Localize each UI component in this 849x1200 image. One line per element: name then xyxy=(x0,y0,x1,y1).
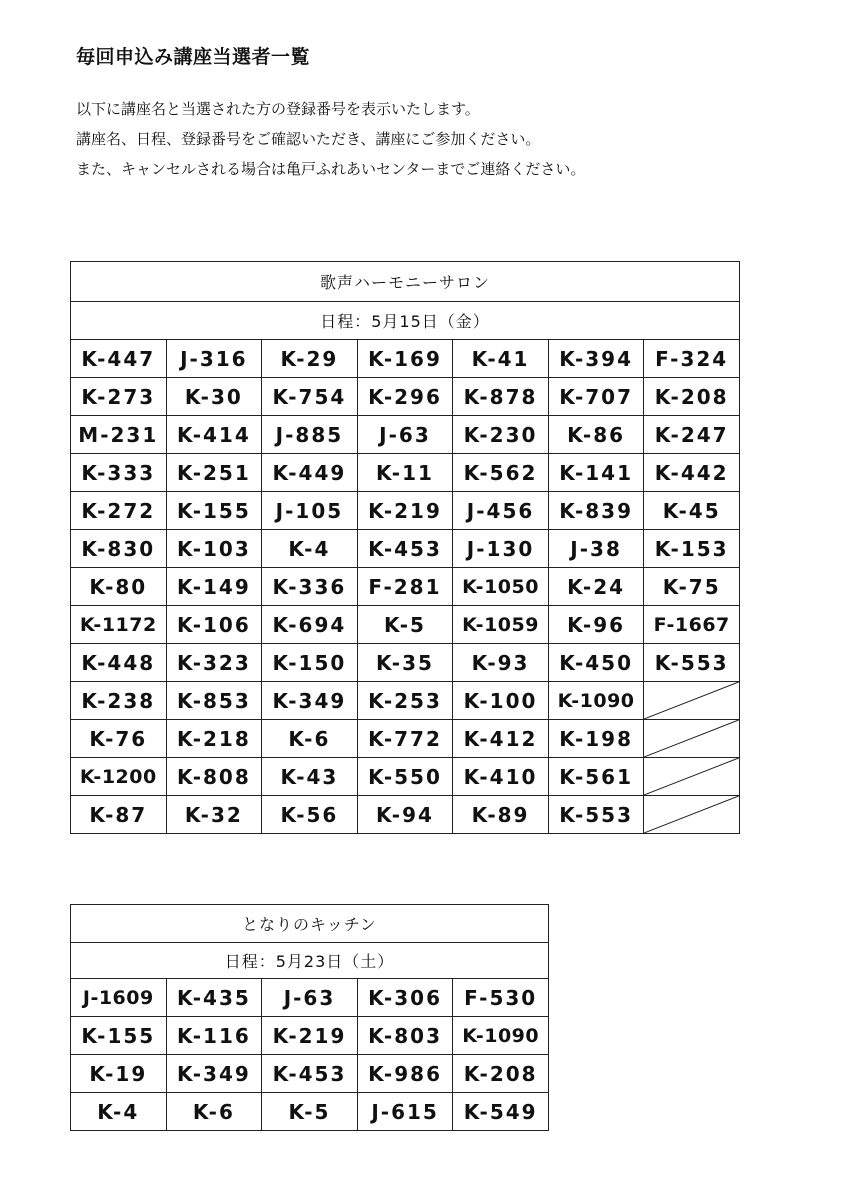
diagonal-slash xyxy=(644,720,739,757)
course-name: 歌声ハーモニーサロン xyxy=(71,262,740,302)
registration-number: K-6 xyxy=(166,1093,262,1131)
registration-number: J-63 xyxy=(357,416,453,454)
registration-number: K-878 xyxy=(453,378,549,416)
registration-number: K-87 xyxy=(71,796,167,834)
diagonal-slash xyxy=(644,758,739,795)
registration-number: K-106 xyxy=(166,606,262,644)
table-row xyxy=(71,796,740,834)
registration-number: J-105 xyxy=(262,492,358,530)
table-row xyxy=(71,378,740,416)
table-row xyxy=(71,1055,549,1093)
table-row xyxy=(71,682,740,720)
table-row xyxy=(71,979,549,1017)
intro-text xyxy=(76,94,585,184)
table-row xyxy=(71,1093,549,1131)
registration-number: K-238 xyxy=(71,682,167,720)
registration-number: K-1059 xyxy=(453,606,549,644)
registration-number: K-553 xyxy=(644,644,740,682)
registration-number: K-839 xyxy=(548,492,644,530)
intro-line: また、キャンセルされる場合は亀戸ふれあいセンターまでご連絡ください。 xyxy=(76,160,586,178)
empty-cell xyxy=(644,720,740,758)
registration-number: K-253 xyxy=(357,682,453,720)
registration-number: K-4 xyxy=(262,530,358,568)
registration-number: K-93 xyxy=(453,644,549,682)
page-title: 毎回申込み講座当選者一覧 xyxy=(76,46,311,68)
registration-number: K-11 xyxy=(357,454,453,492)
intro-line: 以下に講座名と当選された方の登録番号を表示いたします。 xyxy=(76,100,480,118)
registration-number: K-32 xyxy=(166,796,262,834)
table-row xyxy=(71,568,740,606)
registration-number: K-5 xyxy=(357,606,453,644)
registration-number: K-986 xyxy=(357,1055,453,1093)
registration-number: K-296 xyxy=(357,378,453,416)
registration-number: K-453 xyxy=(357,530,453,568)
registration-number: K-448 xyxy=(71,644,167,682)
registration-number: K-35 xyxy=(357,644,453,682)
table-row xyxy=(71,530,740,568)
registration-number: K-412 xyxy=(453,720,549,758)
registration-number: K-349 xyxy=(262,682,358,720)
registration-number: K-76 xyxy=(71,720,167,758)
registration-number: K-349 xyxy=(166,1055,262,1093)
registration-number: K-549 xyxy=(453,1093,549,1131)
intro-line: 講座名、日程、登録番号をご確認いただき、講座にご参加ください。 xyxy=(76,130,541,148)
registration-number: F-530 xyxy=(453,979,549,1017)
table-row xyxy=(71,454,740,492)
registration-number: K-1172 xyxy=(71,606,167,644)
registration-number: K-80 xyxy=(71,568,167,606)
registration-number: K-4 xyxy=(71,1093,167,1131)
registration-number: K-414 xyxy=(166,416,262,454)
table-row xyxy=(71,644,740,682)
registration-number: K-442 xyxy=(644,454,740,492)
registration-number: K-29 xyxy=(262,340,358,378)
registration-number: J-1609 xyxy=(71,979,167,1017)
registration-number: K-333 xyxy=(71,454,167,492)
registration-number: K-1090 xyxy=(548,682,644,720)
registration-number: M-231 xyxy=(71,416,167,454)
course-table-utagoe xyxy=(70,261,740,834)
registration-number: K-1090 xyxy=(453,1017,549,1055)
registration-number: J-456 xyxy=(453,492,549,530)
diagonal-slash xyxy=(644,682,739,719)
registration-number: J-130 xyxy=(453,530,549,568)
registration-number: K-153 xyxy=(644,530,740,568)
registration-number: F-1667 xyxy=(644,606,740,644)
registration-number: K-6 xyxy=(262,720,358,758)
registration-number: K-208 xyxy=(453,1055,549,1093)
registration-number: K-100 xyxy=(453,682,549,720)
registration-number: K-553 xyxy=(548,796,644,834)
registration-number: K-24 xyxy=(548,568,644,606)
registration-number: K-150 xyxy=(262,644,358,682)
table-row xyxy=(71,340,740,378)
table-row xyxy=(71,758,740,796)
registration-number: K-447 xyxy=(71,340,167,378)
registration-number: K-86 xyxy=(548,416,644,454)
registration-number: K-94 xyxy=(357,796,453,834)
table-row xyxy=(71,1017,549,1055)
registration-number: K-219 xyxy=(262,1017,358,1055)
registration-number: K-550 xyxy=(357,758,453,796)
registration-number: K-19 xyxy=(71,1055,167,1093)
registration-number: K-230 xyxy=(453,416,549,454)
registration-number: K-707 xyxy=(548,378,644,416)
registration-number: K-561 xyxy=(548,758,644,796)
empty-cell xyxy=(644,682,740,720)
registration-number: K-149 xyxy=(166,568,262,606)
registration-number: K-453 xyxy=(262,1055,358,1093)
empty-cell xyxy=(644,796,740,834)
registration-number: J-615 xyxy=(357,1093,453,1131)
registration-number: K-853 xyxy=(166,682,262,720)
registration-number: K-45 xyxy=(644,492,740,530)
registration-number: K-219 xyxy=(357,492,453,530)
registration-number: J-38 xyxy=(548,530,644,568)
registration-number: K-251 xyxy=(166,454,262,492)
course-table-kitchen xyxy=(70,904,549,1131)
registration-number: K-410 xyxy=(453,758,549,796)
registration-number: J-63 xyxy=(262,979,358,1017)
table-row xyxy=(71,720,740,758)
registration-number: K-5 xyxy=(262,1093,358,1131)
registration-number: K-808 xyxy=(166,758,262,796)
registration-number: K-694 xyxy=(262,606,358,644)
registration-number: K-96 xyxy=(548,606,644,644)
registration-number: K-116 xyxy=(166,1017,262,1055)
registration-number: K-103 xyxy=(166,530,262,568)
registration-number: K-272 xyxy=(71,492,167,530)
course-schedule: 日程：5月23日（土） xyxy=(71,943,549,979)
registration-number: K-336 xyxy=(262,568,358,606)
registration-number: K-89 xyxy=(453,796,549,834)
registration-number: K-772 xyxy=(357,720,453,758)
registration-number: K-208 xyxy=(644,378,740,416)
diagonal-slash xyxy=(644,796,739,833)
registration-number: F-281 xyxy=(357,568,453,606)
registration-number: K-435 xyxy=(166,979,262,1017)
registration-number: K-1200 xyxy=(71,758,167,796)
registration-number: K-218 xyxy=(166,720,262,758)
table-row xyxy=(71,416,740,454)
registration-number: K-803 xyxy=(357,1017,453,1055)
registration-number: K-75 xyxy=(644,568,740,606)
registration-number: F-324 xyxy=(644,340,740,378)
registration-number: K-43 xyxy=(262,758,358,796)
registration-number: K-155 xyxy=(71,1017,167,1055)
registration-number: K-169 xyxy=(357,340,453,378)
registration-number: K-141 xyxy=(548,454,644,492)
registration-number: K-323 xyxy=(166,644,262,682)
registration-number: K-56 xyxy=(262,796,358,834)
registration-number: K-449 xyxy=(262,454,358,492)
registration-number: K-306 xyxy=(357,979,453,1017)
registration-number: K-198 xyxy=(548,720,644,758)
empty-cell xyxy=(644,758,740,796)
registration-number: K-247 xyxy=(644,416,740,454)
registration-number: K-754 xyxy=(262,378,358,416)
registration-number: J-316 xyxy=(166,340,262,378)
registration-number: K-1050 xyxy=(453,568,549,606)
registration-number: K-562 xyxy=(453,454,549,492)
registration-number: K-41 xyxy=(453,340,549,378)
registration-number: K-830 xyxy=(71,530,167,568)
course-schedule: 日程：5月15日（金） xyxy=(71,302,740,340)
registration-number: K-155 xyxy=(166,492,262,530)
registration-number: K-450 xyxy=(548,644,644,682)
registration-number: J-885 xyxy=(262,416,358,454)
registration-number: K-273 xyxy=(71,378,167,416)
registration-number: K-394 xyxy=(548,340,644,378)
table-row xyxy=(71,492,740,530)
registration-number: K-30 xyxy=(166,378,262,416)
table-row xyxy=(71,606,740,644)
course-name: となりのキッチン xyxy=(71,905,549,943)
